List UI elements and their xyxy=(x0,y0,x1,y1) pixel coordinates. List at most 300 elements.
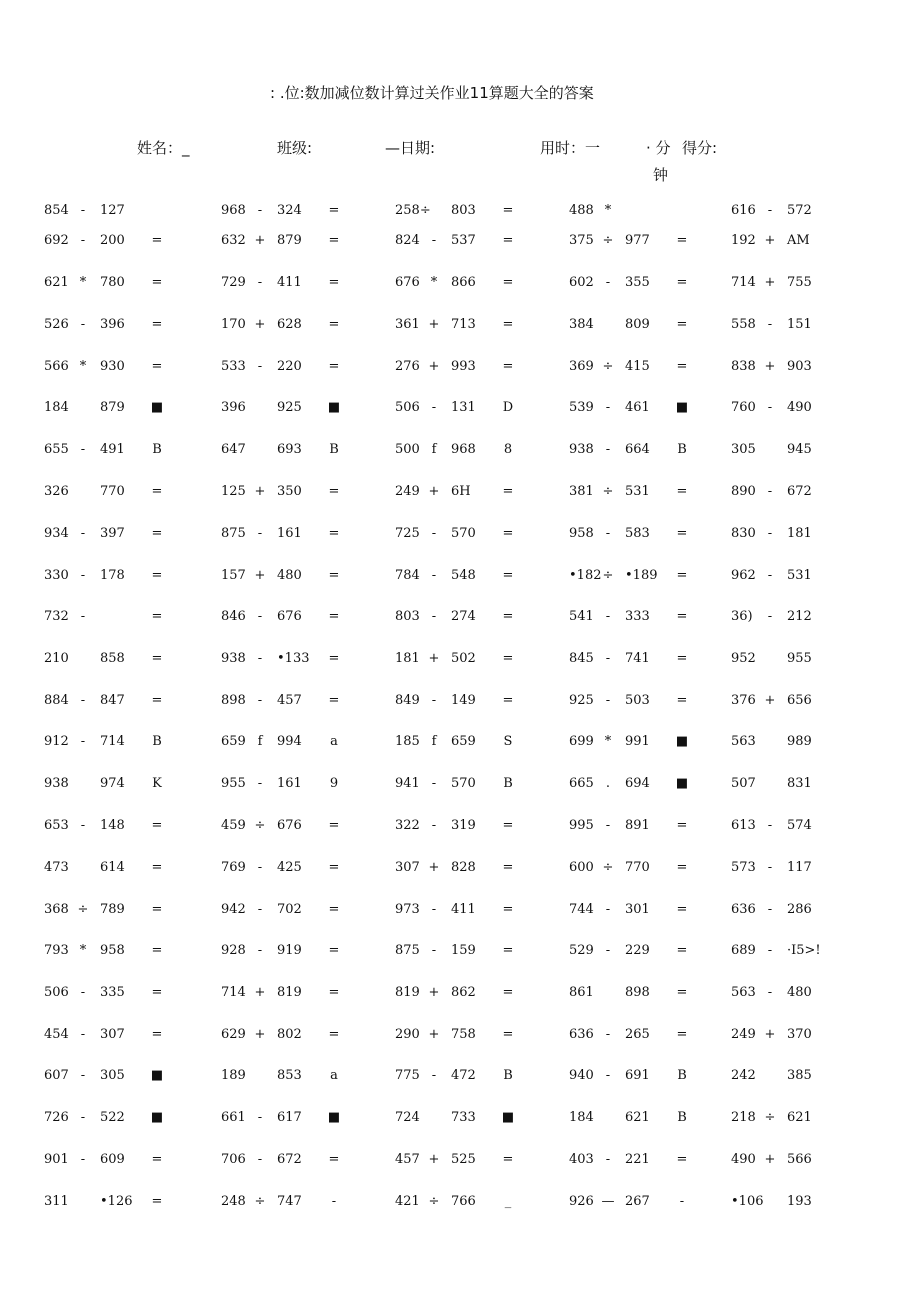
operand-b: 161 xyxy=(277,776,302,791)
problem-row xyxy=(0,357,920,377)
result-mark: = xyxy=(151,359,163,374)
operator: ÷ xyxy=(602,233,614,248)
operand-b: 200 xyxy=(100,233,125,248)
result-mark: ■ xyxy=(675,734,689,749)
operand-a: 311 xyxy=(44,1194,69,1209)
arithmetic-problem xyxy=(731,941,901,961)
operator: - xyxy=(767,902,773,917)
result-mark: _ xyxy=(504,1194,512,1209)
operator: f xyxy=(431,734,437,749)
operand-b: 780 xyxy=(100,275,125,290)
result-mark: ■ xyxy=(675,400,689,415)
operand-a: 563 xyxy=(731,734,756,749)
result-mark: = xyxy=(328,902,340,917)
operand-b: 866 xyxy=(451,275,476,290)
arithmetic-problem xyxy=(569,732,739,752)
result-mark: B xyxy=(152,734,162,749)
operand-b: 570 xyxy=(451,776,476,791)
operand-b: 664 xyxy=(625,442,650,457)
arithmetic-problem xyxy=(569,482,739,502)
operand-b: 221 xyxy=(625,1152,650,1167)
arithmetic-problem xyxy=(731,1066,901,1086)
operator: - xyxy=(257,776,263,791)
operator: - xyxy=(257,609,263,624)
operand-a: 157 xyxy=(221,568,246,583)
operand-a: 962 xyxy=(731,568,756,583)
operand-a: 457 xyxy=(395,1152,420,1167)
operator: + xyxy=(764,233,776,248)
operand-a: 403 xyxy=(569,1152,594,1167)
operand-a: 507 xyxy=(731,776,756,791)
operator: - xyxy=(257,203,263,218)
operand-b: 694 xyxy=(625,776,650,791)
operator: + xyxy=(428,1152,440,1167)
result-mark: = xyxy=(502,203,514,218)
operator: - xyxy=(767,860,773,875)
result-mark: = xyxy=(328,1152,340,1167)
result-mark: ■ xyxy=(327,1110,341,1125)
result-mark: = xyxy=(502,902,514,917)
result-mark: B xyxy=(677,442,687,457)
operator: - xyxy=(767,484,773,499)
operator: * xyxy=(604,734,612,749)
operand-a: 218 xyxy=(731,1110,756,1125)
operand-b: 6H xyxy=(451,484,471,499)
operand-a: 925 xyxy=(569,693,594,708)
operand-a: 875 xyxy=(395,943,420,958)
problem-row xyxy=(0,858,920,878)
operand-b: 411 xyxy=(451,902,476,917)
arithmetic-problem xyxy=(395,273,565,293)
arithmetic-problem xyxy=(569,983,739,1003)
operand-b: 461 xyxy=(625,400,650,415)
problem-row xyxy=(0,201,920,221)
arithmetic-problem xyxy=(44,1192,214,1212)
operand-a: 276 xyxy=(395,359,420,374)
operand-a: 621 xyxy=(44,275,69,290)
result-mark: B xyxy=(677,1110,687,1125)
operator: + xyxy=(428,860,440,875)
result-mark: = xyxy=(328,985,340,1000)
result-mark: = xyxy=(151,902,163,917)
operator: - xyxy=(257,1152,263,1167)
result-mark: = xyxy=(676,943,688,958)
result-mark: ■ xyxy=(327,400,341,415)
operand-b: 991 xyxy=(625,734,650,749)
operand-a: •106 xyxy=(731,1194,764,1209)
operand-b: 672 xyxy=(787,484,812,499)
arithmetic-problem xyxy=(44,440,214,460)
problem-row xyxy=(0,273,920,293)
result-mark: = xyxy=(151,860,163,875)
arithmetic-problem xyxy=(44,691,214,711)
operand-b: 714 xyxy=(100,734,125,749)
operand-b: 853 xyxy=(277,1068,302,1083)
operator: - xyxy=(605,526,611,541)
result-mark: = xyxy=(151,275,163,290)
operand-b: 472 xyxy=(451,1068,476,1083)
operator: - xyxy=(257,693,263,708)
operand-b: 789 xyxy=(100,902,125,917)
result-mark: = xyxy=(502,233,514,248)
arithmetic-problem xyxy=(221,482,391,502)
result-mark: = xyxy=(676,860,688,875)
result-mark: = xyxy=(151,609,163,624)
result-mark: = xyxy=(151,484,163,499)
arithmetic-problem xyxy=(44,524,214,544)
operator: - xyxy=(431,609,437,624)
operand-b: 925 xyxy=(277,400,302,415)
arithmetic-problem xyxy=(569,566,739,586)
operand-a: 258÷ xyxy=(395,203,431,218)
operand-b: 324 xyxy=(277,203,302,218)
operand-a: 330 xyxy=(44,568,69,583)
operand-a: 369 xyxy=(569,359,594,374)
operand-b: 614 xyxy=(100,860,125,875)
arithmetic-problem xyxy=(569,1025,739,1045)
arithmetic-problem xyxy=(395,1192,565,1212)
result-mark: = xyxy=(502,693,514,708)
operator: ÷ xyxy=(77,902,89,917)
arithmetic-problem xyxy=(731,732,901,752)
operand-a: 602 xyxy=(569,275,594,290)
arithmetic-problem xyxy=(44,732,214,752)
operand-a: 724 xyxy=(395,1110,420,1125)
arithmetic-problem xyxy=(731,1150,901,1170)
operand-b: 621 xyxy=(787,1110,812,1125)
arithmetic-problem xyxy=(221,231,391,251)
result-mark: = xyxy=(151,651,163,666)
result-mark: = xyxy=(676,233,688,248)
operand-a: 861 xyxy=(569,985,594,1000)
result-mark: = xyxy=(502,1152,514,1167)
arithmetic-problem xyxy=(221,858,391,878)
result-mark: a xyxy=(330,734,338,749)
operand-b: 659 xyxy=(451,734,476,749)
time-label: 用时：一 xyxy=(540,139,601,157)
operator: - xyxy=(605,609,611,624)
operand-b: ·I5>! xyxy=(787,943,821,958)
result-mark: D xyxy=(502,400,514,415)
operand-a: 184 xyxy=(569,1110,594,1125)
operator: - xyxy=(257,943,263,958)
problem-row xyxy=(0,231,920,251)
result-mark: K xyxy=(152,776,162,791)
arithmetic-problem xyxy=(44,315,214,335)
result-mark: = xyxy=(502,943,514,958)
operand-a: 326 xyxy=(44,484,69,499)
arithmetic-problem xyxy=(221,607,391,627)
result-mark: = xyxy=(676,275,688,290)
operand-a: 973 xyxy=(395,902,420,917)
arithmetic-problem xyxy=(569,1108,739,1128)
operand-a: 376 xyxy=(731,693,756,708)
result-mark: = xyxy=(151,1194,163,1209)
operand-a: 636 xyxy=(731,902,756,917)
result-mark: = xyxy=(328,203,340,218)
minute-label: · 分 xyxy=(646,139,671,157)
operand-b: 305 xyxy=(100,1068,125,1083)
operand-b: 425 xyxy=(277,860,302,875)
operand-b: 149 xyxy=(451,693,476,708)
problem-row xyxy=(0,1025,920,1045)
operand-b: 370 xyxy=(787,1027,812,1042)
operator: - xyxy=(431,818,437,833)
result-mark: = xyxy=(676,902,688,917)
arithmetic-problem xyxy=(221,691,391,711)
arithmetic-problem xyxy=(395,941,565,961)
result-mark: = xyxy=(676,526,688,541)
operator: - xyxy=(431,943,437,958)
result-mark: = xyxy=(151,526,163,541)
operator: - xyxy=(767,818,773,833)
operand-a: 665 xyxy=(569,776,594,791)
arithmetic-problem xyxy=(44,231,214,251)
arithmetic-problem xyxy=(395,607,565,627)
result-mark: = xyxy=(502,484,514,499)
result-mark: B xyxy=(503,1068,513,1083)
operator: — xyxy=(601,1194,615,1209)
operand-b: 993 xyxy=(451,359,476,374)
operator: ÷ xyxy=(764,1110,776,1125)
arithmetic-problem xyxy=(395,1066,565,1086)
result-mark: = xyxy=(502,651,514,666)
arithmetic-problem xyxy=(44,858,214,878)
operator: - xyxy=(80,734,86,749)
result-mark: 8 xyxy=(503,442,513,457)
arithmetic-problem xyxy=(569,524,739,544)
arithmetic-problem xyxy=(44,607,214,627)
result-mark: = xyxy=(151,233,163,248)
operand-a: 942 xyxy=(221,902,246,917)
operand-b: 301 xyxy=(625,902,650,917)
operand-b: 267 xyxy=(625,1194,650,1209)
operand-b: 847 xyxy=(100,693,125,708)
result-mark: = xyxy=(676,818,688,833)
operand-b: 862 xyxy=(451,985,476,1000)
arithmetic-problem xyxy=(569,1192,739,1212)
result-mark: = xyxy=(502,818,514,833)
arithmetic-problem xyxy=(731,566,901,586)
operand-a: 361 xyxy=(395,317,420,332)
operand-b: 758 xyxy=(451,1027,476,1042)
operand-b: 891 xyxy=(625,818,650,833)
operator: - xyxy=(80,1027,86,1042)
operand-a: 613 xyxy=(731,818,756,833)
operator: + xyxy=(254,233,266,248)
operand-b: 265 xyxy=(625,1027,650,1042)
arithmetic-problem xyxy=(569,357,739,377)
result-mark: B xyxy=(503,776,513,791)
result-mark: = xyxy=(328,860,340,875)
operand-a: 884 xyxy=(44,693,69,708)
result-mark: S xyxy=(503,734,513,749)
result-mark: = xyxy=(328,526,340,541)
arithmetic-problem xyxy=(221,201,391,221)
arithmetic-problem xyxy=(569,398,739,418)
operand-a: 36) xyxy=(731,609,753,624)
operator: - xyxy=(605,400,611,415)
operator: - xyxy=(605,651,611,666)
result-mark: = xyxy=(502,609,514,624)
operand-b: 480 xyxy=(787,985,812,1000)
result-mark: = xyxy=(328,609,340,624)
arithmetic-problem xyxy=(395,774,565,794)
operand-a: 793 xyxy=(44,943,69,958)
arithmetic-problem xyxy=(221,1066,391,1086)
arithmetic-problem xyxy=(221,315,391,335)
arithmetic-problem xyxy=(569,607,739,627)
operand-b: 457 xyxy=(277,693,302,708)
operator: + xyxy=(764,275,776,290)
arithmetic-problem xyxy=(731,858,901,878)
operand-b: 809 xyxy=(625,317,650,332)
operator: - xyxy=(80,1110,86,1125)
arithmetic-problem xyxy=(395,649,565,669)
operand-b: •133 xyxy=(277,651,310,666)
operand-a: 558 xyxy=(731,317,756,332)
operand-a: 938 xyxy=(569,442,594,457)
operand-b: 151 xyxy=(787,317,812,332)
arithmetic-problem xyxy=(44,649,214,669)
problem-row xyxy=(0,1066,920,1086)
operand-a: 941 xyxy=(395,776,420,791)
operand-a: •182 xyxy=(569,568,602,583)
operand-a: 375 xyxy=(569,233,594,248)
arithmetic-problem xyxy=(731,900,901,920)
operator: - xyxy=(767,943,773,958)
problem-row xyxy=(0,398,920,418)
arithmetic-problem xyxy=(395,691,565,711)
result-mark: ■ xyxy=(150,1110,164,1125)
result-mark: = xyxy=(502,568,514,583)
operator: + xyxy=(254,1027,266,1042)
arithmetic-problem xyxy=(395,398,565,418)
arithmetic-problem xyxy=(221,732,391,752)
operand-b: 770 xyxy=(100,484,125,499)
arithmetic-problem xyxy=(221,273,391,293)
operator: - xyxy=(431,693,437,708)
operator: - xyxy=(80,233,86,248)
arithmetic-problem xyxy=(731,357,901,377)
arithmetic-problem xyxy=(44,1025,214,1045)
operand-a: 689 xyxy=(731,943,756,958)
operator: - xyxy=(80,526,86,541)
operand-a: 490 xyxy=(731,1152,756,1167)
operand-b: 828 xyxy=(451,860,476,875)
operand-a: 938 xyxy=(221,651,246,666)
result-mark: = xyxy=(328,943,340,958)
operator: + xyxy=(428,317,440,332)
operand-b: 676 xyxy=(277,818,302,833)
operator: - xyxy=(80,1152,86,1167)
result-mark: = xyxy=(151,985,163,1000)
operand-a: 307 xyxy=(395,860,420,875)
operand-a: 607 xyxy=(44,1068,69,1083)
arithmetic-problem xyxy=(221,983,391,1003)
arithmetic-problem xyxy=(731,231,901,251)
result-mark: - xyxy=(331,1194,337,1209)
operand-a: 459 xyxy=(221,818,246,833)
operator: ÷ xyxy=(254,1194,266,1209)
arithmetic-problem xyxy=(731,482,901,502)
operand-a: 769 xyxy=(221,860,246,875)
arithmetic-problem xyxy=(44,941,214,961)
operand-b: 411 xyxy=(277,275,302,290)
operand-a: 563 xyxy=(731,985,756,1000)
operand-b: 989 xyxy=(787,734,812,749)
operand-a: 653 xyxy=(44,818,69,833)
arithmetic-problem xyxy=(395,566,565,586)
operand-b: 212 xyxy=(787,609,812,624)
operand-a: 714 xyxy=(221,985,246,1000)
operand-b: 819 xyxy=(277,985,302,1000)
operand-a: 726 xyxy=(44,1110,69,1125)
operand-b: 968 xyxy=(451,442,476,457)
operand-a: 958 xyxy=(569,526,594,541)
arithmetic-problem xyxy=(731,649,901,669)
operator: ÷ xyxy=(428,1194,440,1209)
arithmetic-problem xyxy=(569,858,739,878)
arithmetic-problem xyxy=(395,1025,565,1045)
result-mark: = xyxy=(676,568,688,583)
operand-a: 381 xyxy=(569,484,594,499)
problem-row xyxy=(0,1108,920,1128)
arithmetic-problem xyxy=(569,816,739,836)
operand-b: 858 xyxy=(100,651,125,666)
arithmetic-problem xyxy=(221,1025,391,1045)
operand-a: 692 xyxy=(44,233,69,248)
arithmetic-problem xyxy=(44,1066,214,1086)
operand-a: 290 xyxy=(395,1027,420,1042)
arithmetic-problem xyxy=(731,315,901,335)
operand-b: 396 xyxy=(100,317,125,332)
problem-row xyxy=(0,691,920,711)
operand-b: 879 xyxy=(277,233,302,248)
operator: - xyxy=(605,1152,611,1167)
operator: + xyxy=(254,317,266,332)
operand-a: 968 xyxy=(221,203,246,218)
operand-b: 385 xyxy=(787,1068,812,1083)
operand-a: 655 xyxy=(44,442,69,457)
operator: - xyxy=(767,985,773,1000)
operator: - xyxy=(605,902,611,917)
operand-b: 994 xyxy=(277,734,302,749)
operand-a: 784 xyxy=(395,568,420,583)
minute-label-suffix: 钟 xyxy=(653,166,669,184)
operand-a: 647 xyxy=(221,442,246,457)
arithmetic-problem xyxy=(221,1192,391,1212)
arithmetic-problem xyxy=(44,482,214,502)
operand-b: 566 xyxy=(787,1152,812,1167)
operator: + xyxy=(764,1152,776,1167)
operand-a: 928 xyxy=(221,943,246,958)
operator: ÷ xyxy=(602,860,614,875)
operand-a: 725 xyxy=(395,526,420,541)
operand-b: 220 xyxy=(277,359,302,374)
result-mark: = xyxy=(151,943,163,958)
operand-a: 632 xyxy=(221,233,246,248)
operator: + xyxy=(428,651,440,666)
result-mark: = xyxy=(676,1152,688,1167)
arithmetic-problem xyxy=(569,1066,739,1086)
result-mark: = xyxy=(502,317,514,332)
operand-b: 583 xyxy=(625,526,650,541)
operator: - xyxy=(605,943,611,958)
arithmetic-problem xyxy=(395,816,565,836)
operand-b: 702 xyxy=(277,902,302,917)
operand-a: 661 xyxy=(221,1110,246,1125)
